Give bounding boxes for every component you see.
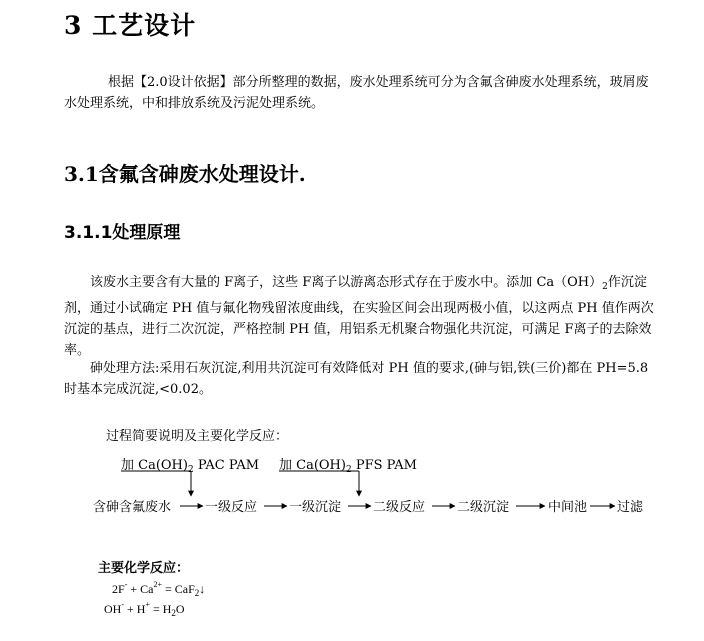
eq2-part-d: O xyxy=(175,602,185,616)
feed2-prefix: 加 Ca(OH) xyxy=(279,458,346,473)
flow-step-filtration: 过滤 xyxy=(617,500,644,515)
reaction-equation-1 xyxy=(112,580,205,598)
eq1-part-b: + Ca xyxy=(127,582,154,596)
chemical-feed-2 xyxy=(279,454,417,475)
flow-step-intermediate-tank: 中间池 xyxy=(548,500,588,515)
eq1-part-c: = CaF xyxy=(161,582,195,596)
flow-step-primary-settling: 一级沉淀 xyxy=(289,500,342,515)
heading-section-3-1: 3.1含氟含砷废水处理设计. xyxy=(64,162,306,186)
feed2-suffix: PFS PAM xyxy=(351,458,417,473)
process-intro: 过程简要说明及主要化学反应： xyxy=(106,429,289,444)
eq2-part-b: + H xyxy=(124,602,146,616)
eq2-sup-b: + xyxy=(145,600,150,609)
intro-paragraph: 根据【2.0设计依据】部分所整理的数据，废水处理系统可分为含氟含砷废水处理系统，玻屑废水处理系统，中和排放系统及污泥处理系统。 xyxy=(64,75,649,111)
feed1-sub: 2 xyxy=(187,465,194,475)
eq1-sub-c: 2 xyxy=(194,588,200,598)
reaction-equation-2 xyxy=(104,600,185,618)
fluorine-subscript: 2 xyxy=(602,282,608,292)
heading-section-3-1-1: 3.1.1处理原理 xyxy=(64,223,181,243)
flow-step-secondary-reaction: 二级反应 xyxy=(373,500,426,515)
eq2-sub-c: 2 xyxy=(171,608,176,618)
eq2-part-c: = H xyxy=(149,602,172,616)
eq1-part-a: 2F xyxy=(112,582,125,596)
flow-step-raw-wastewater: 含砷含氟废水 xyxy=(93,500,172,515)
flow-step-primary-reaction: 一级反应 xyxy=(205,500,258,515)
precipitate-arrow-icon: ↓ xyxy=(199,582,206,596)
reactions-title: 主要化学反应： xyxy=(98,561,190,576)
feed1-suffix: PAC PAM xyxy=(193,458,260,473)
flow-step-secondary-settling: 二级沉淀 xyxy=(457,500,510,515)
arsenic-paragraph: 砷处理方法:采用石灰沉淀,利用共沉淀可有效降低对 PH 值的要求,(砷与铝,铁(三价)都在 PH=5.8 时基本完成沉淀,<0.02。 xyxy=(64,361,649,397)
eq1-sup-a: - xyxy=(124,580,128,589)
feed2-sub: 2 xyxy=(345,465,352,475)
chemical-feed-1 xyxy=(121,454,259,475)
feed1-prefix: 加 Ca(OH) xyxy=(121,458,188,473)
eq2-part-a: OH xyxy=(104,602,122,616)
heading-section-3: 3 工艺设计 xyxy=(64,11,197,40)
fluorine-text-2: 作沉淀剂，通过小试确定 PH 值与氟化物残留浓度曲线，在实验区间会出现两极小值，以这两点 PH 值作两次沉淀的基点，进行二次沉淀，严格控制 PH 值，用铝系无机聚合物强化共沉淀，可满足 F离子的去除效率。 xyxy=(64,275,654,358)
eq2-sup-a: - xyxy=(121,600,125,609)
fluorine-text-1: 该废水主要含有大量的 F离子，这些 F离子以游离态形式存在于废水中。添加 Ca（OH） xyxy=(90,275,603,290)
eq1-sup-b: 2+ xyxy=(153,580,162,589)
